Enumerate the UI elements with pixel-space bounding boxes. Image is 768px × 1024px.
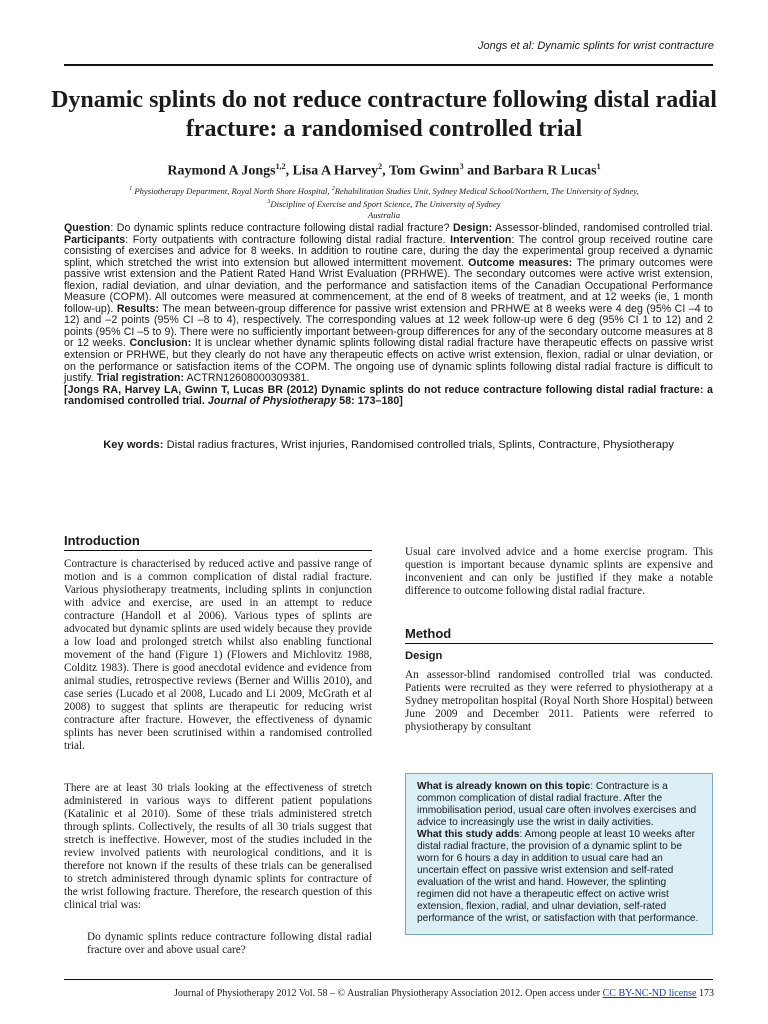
author-name: Raymond A Jongs <box>167 163 276 179</box>
abstract-citation: [Jongs RA, Harvey LA, Gwinn T, Lucas BR (2012) Dynamic splints do not reduce contracture following distal radial fracture: a randomised controlled trial. Journal of Physiotherapy 58: 173–180] <box>64 383 713 408</box>
running-header: Jongs et al: Dynamic splints for wrist contracture <box>478 40 714 52</box>
research-question: Do dynamic splints reduce contracture following distal radial fracture over and above usual care? <box>87 931 372 956</box>
study-adds: What this study adds: Among people at least 10 weeks after distal radial fracture, the provision of a dynamic splint to be worn for 6 hours a day in addition to usual care had an uncertain effect on passive wrist extension and self-rated evaluation of the wrist and hand. However, the splinting regimen did not have a therapeutic effect on active wrist extension, flexion, radial, and ulnar deviation, self-rated performance of the wrist, or satisfaction with that performance. <box>417 829 699 924</box>
author-list <box>40 162 728 180</box>
key-points-box <box>405 773 713 935</box>
author-name: Lisa A Harvey <box>292 163 379 179</box>
introduction-paragraph: There are at least 30 trials looking at the effectiveness of stretch administered in various ways to different patient populations (Katalinic et al 2010). Some of these trials administered stretch through splints. Collectively, the results of all 30 trials suggest that stretch is ineffective. However, most of the studies included in the review involved patients with neurological conditions, and it is therefore not known if the results of these trials can be generalised to stretch administered through dynamic splints for contracture of the wrist following fracture. Therefore, the research question of this clinical trial was: <box>64 782 372 911</box>
footer-rule <box>64 979 713 980</box>
method-heading: Method <box>405 626 452 641</box>
author-separator: , <box>285 163 293 179</box>
affiliation-line: Australia <box>368 209 400 220</box>
design-subheading: Design <box>405 650 443 662</box>
header-rule <box>64 64 713 66</box>
article-title: Dynamic splints do not reduce contracture following distal radial fracture: a randomised controlled trial <box>51 87 717 142</box>
method-paragraph: An assessor-blind randomised controlled trial was conducted. Patients were recruited as they were referred to physiotherapy at a Sydney metropolitan hospital (Royal North Shore Hospital) between June 2009 and December 2011. Patients were referred to physiotherapy by consultant <box>405 669 713 733</box>
abstract: Question: Do dynamic splints reduce contracture following distal radial fracture? Design: Assessor-blinded, randomised controlled trial. Participants: Forty outpatients with contracture following distal radial fracture. Intervention: The control group received routine care consisting of exercises and advice for 8 weeks. In addition to routine care, during the day the experimental group received a dynamic splint, which stretched the wrist into extension but allowed intermittent movement. Outcome measures: The primary outcomes were passive wrist extension and the Patient Rated Hand Wrist Evaluation (PRHWE). The secondary outcomes were active wrist extension, flexion, radial deviation, and ulnar deviation, and the performance and satisfaction items of the Canadian Occupational Performance Measure (COPM). All outcomes were measured at commencement, at the end of 8 weeks of treatment, and at 12 weeks (ie, 1 month follow-up). Results: The mean between-group difference for passive wrist extension and PRHWE at 8 weeks were 4 deg (95% CI –4 to 12) and –2 points (95% CI –8 to 4), respectively. The corresponding values at 12 week follow-up were 6 deg (95% CI 1 to 12) and 2 points (95% CI –5 to 9). There were no sufficiently important between-group differences for any of the secondary outcome measures at 8 or 12 weeks. Conclusion: It is unclear whether dynamic splints following distal radial fracture have therapeutic effects on passive wrist extension or PRHWE, but they clearly do not have any therapeutic effects on active wrist extension, flexion, radial or ulnar deviation, or on the performance or satisfaction items of the COPM. The ongoing use of dynamic splints following distal radial fracture is difficult to justify. Trial registration: ACTRN12608000309381. [Jongs RA, Harvey LA, Gwinn T, Lucas BR (2012) Dynamic splints do not reduce contracture following distal radial fracture: a randomised controlled trial. Journal of Physiotherapy 58: 173–180] <box>64 222 714 408</box>
right-column-paragraph: Usual care involved advice and a home exercise program. This question is important because dynamic splints are expensive and inconvenient and can only be justified if they make a notable difference to outcome following distal radial fracture. <box>405 546 713 597</box>
keywords: Key words: Distal radius fractures, Wrist injuries, Randomised controlled trials, Splints, Contracture, Physiotherapy <box>103 439 674 451</box>
known-on-topic: What is already known on this topic: Contracture is a common complication of distal radial fracture. After the immobilisation period, usual care often involves exercises and advice to increasingly use the wrist in daily activities. <box>417 781 697 828</box>
author-name: Tom Gwinn <box>388 163 460 179</box>
author-separator: and <box>463 163 494 179</box>
author-affiliation-mark: 1 <box>596 162 601 171</box>
affiliation-line: $^1$ Physiotherapy Department, Royal North Shore Hospital, $^2$Rehabilitation Studies Unit, Sydney Medical School/Northern, The University of Sydney, <box>129 185 639 196</box>
page-number: 173 <box>696 988 714 999</box>
affiliations <box>60 184 708 221</box>
author-affiliation-mark: 1,2 <box>275 162 286 171</box>
section-rule <box>405 643 713 644</box>
introduction-heading: Introduction <box>64 533 140 548</box>
affiliation-line: $^3$Discipline of Exercise and Sport Science, The University of Sydney <box>267 198 501 209</box>
author-name: Barbara R Lucas <box>493 163 597 179</box>
section-rule <box>64 550 372 551</box>
introduction-paragraph: Contracture is characterised by reduced active and passive range of motion and is a common complication of distal radial fracture. Various physiotherapy treatments, including splints in conjunction with advice and exercise, are used in an attempt to reduce contracture (Handoll et al 2006). Various types of splints are advocated but dynamic splints are used widely because they provide a low load and prolonged stretch whilst also enabling functional movement of the hand (Figure 1) (Flowers and Michlovitz 1988, Colditz 1983). There is good anecdotal evidence and evidence from animal studies, retrospective reviews (Berner and Willis 2010), and case series (Lucado et al 2008, Lucado and Li 2009, McGrath et al 2008) to suggest that splints are therapeutic for reducing wrist contracture after fracture. However, the effectiveness of dynamic splints has never been scrutinised within a randomised controlled trial. <box>64 558 372 752</box>
author-separator: , <box>382 163 389 179</box>
license-link[interactable]: CC BY-NC-ND license <box>602 988 697 999</box>
author-affiliation-mark: 2 <box>378 162 383 171</box>
author-affiliation-mark: 3 <box>459 162 464 171</box>
page-footer: Journal of Physiotherapy 2012 Vol. 58 – © Australian Physiotherapy Association 2012. Open access under CC BY-NC-ND license 173 <box>174 988 714 999</box>
